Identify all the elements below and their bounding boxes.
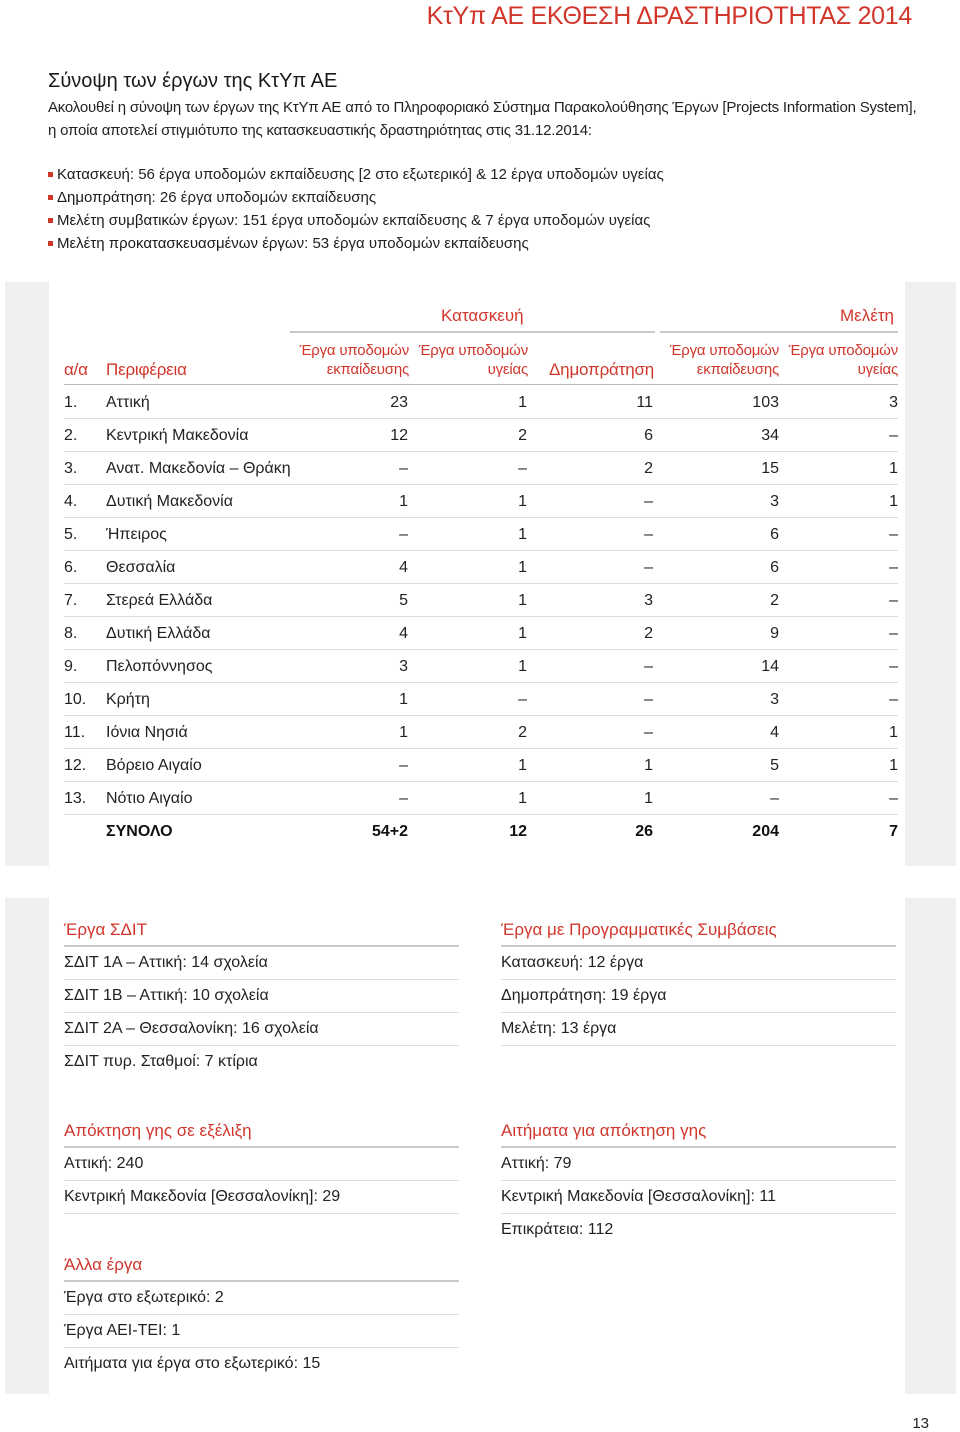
cell-study-health: – xyxy=(889,592,898,609)
cell-study-health: – xyxy=(889,526,898,543)
section-title-programmatic-contracts: Έργα με Προγραμματικές Συμβάσεις xyxy=(501,920,777,939)
cell-study-education: 103 xyxy=(752,394,779,411)
list-item-text: Κεντρική Μακεδονία [Θεσσαλονίκη]: 11 xyxy=(501,1188,776,1205)
cell-study-health: – xyxy=(889,790,898,807)
cell-study-education: 9 xyxy=(770,625,779,642)
cell-study-health: 3 xyxy=(889,394,898,411)
cell-no: 1. xyxy=(64,394,78,411)
cell-region: Ήπειρος xyxy=(106,526,167,543)
cell-construction-education: 23 xyxy=(390,394,408,411)
construction-group-underline xyxy=(290,331,655,333)
header-line: εκπαίδευσης xyxy=(326,361,409,378)
bullet-item xyxy=(48,232,664,255)
intro-line-2: η οποία αποτελεί στιγμιότυπο της κατασκευαστικής δραστηριότητας στις 31.12.2014: xyxy=(48,122,592,139)
column-header-region: Περιφέρεια xyxy=(106,360,187,379)
page-number: 13 xyxy=(912,1415,929,1432)
table-row xyxy=(64,584,898,617)
cell-construction-education: – xyxy=(399,790,408,807)
header-group-construction: Κατασκευή xyxy=(441,306,524,325)
cell-construction-health: – xyxy=(518,691,527,708)
cell-tender: 6 xyxy=(644,427,653,444)
cell-construction-health: 1 xyxy=(518,526,527,543)
cell-study-health: 1 xyxy=(889,724,898,741)
bullet-square-icon xyxy=(48,195,53,200)
cell-tender: – xyxy=(644,691,653,708)
table-total-row xyxy=(64,815,898,848)
list-item xyxy=(64,1181,459,1214)
list-item-text: Μελέτη: 13 έργα xyxy=(501,1020,617,1037)
cell-study-education: 14 xyxy=(761,658,779,675)
cell-region: Πελοπόννησος xyxy=(106,658,213,675)
cell-total-study-education: 204 xyxy=(752,823,779,840)
cell-construction-education: 4 xyxy=(399,559,408,576)
cell-study-education: 5 xyxy=(770,757,779,774)
table-row xyxy=(64,716,898,749)
cell-total-tender: 26 xyxy=(635,823,653,840)
cell-no: 2. xyxy=(64,427,78,444)
list-item xyxy=(64,947,459,980)
cell-tender: – xyxy=(644,493,653,510)
cell-no: 5. xyxy=(64,526,78,543)
cell-study-health: 1 xyxy=(889,460,898,477)
cell-study-education: 3 xyxy=(770,691,779,708)
bullet-item xyxy=(48,163,664,186)
cell-region: Αττική xyxy=(106,394,150,411)
cell-construction-education: – xyxy=(399,757,408,774)
list-item xyxy=(501,980,896,1013)
cell-region: Ιόνια Νησιά xyxy=(106,724,188,741)
cell-region: Νότιο Αιγαίο xyxy=(106,790,193,807)
cell-construction-health: 1 xyxy=(518,493,527,510)
cell-construction-health: 1 xyxy=(518,658,527,675)
cell-no: 12. xyxy=(64,757,87,774)
cell-construction-health: 1 xyxy=(518,790,527,807)
study-group-underline xyxy=(660,331,898,333)
table-row xyxy=(64,650,898,683)
header-line: Έργα υποδομών xyxy=(418,342,528,359)
cell-tender: – xyxy=(644,724,653,741)
cell-study-health: – xyxy=(889,691,898,708)
cell-construction-health: 1 xyxy=(518,592,527,609)
header-group-study: Μελέτη xyxy=(840,306,894,325)
cell-tender: – xyxy=(644,658,653,675)
cell-tender: 1 xyxy=(644,790,653,807)
cell-tender: 3 xyxy=(644,592,653,609)
header-line: Έργα υποδομών xyxy=(788,342,898,359)
cell-construction-health: 2 xyxy=(518,427,527,444)
header-line: Έργα υποδομών xyxy=(669,342,779,359)
cell-region: Δυτική Μακεδονία xyxy=(106,493,233,510)
section-title-other-projects: Άλλα έργα xyxy=(64,1255,143,1274)
section-title-sdit: Έργα ΣΔΙΤ xyxy=(64,920,148,939)
cell-study-health: – xyxy=(889,559,898,576)
list-item xyxy=(64,1046,459,1079)
table-row xyxy=(64,683,898,716)
table-row xyxy=(64,452,898,485)
list-item-text: Αιτήματα για έργα στο εξωτερικό: 15 xyxy=(64,1355,321,1372)
cell-study-education: 3 xyxy=(770,493,779,510)
cell-tender: – xyxy=(644,526,653,543)
list-item-text: Κατασκευή: 12 έργα xyxy=(501,954,644,971)
section-title-land-requests: Αιτήματα για απόκτηση γης xyxy=(501,1121,707,1140)
column-header-tender: Δημοπράτηση xyxy=(549,360,654,379)
list-item xyxy=(64,1282,459,1315)
cell-no: 4. xyxy=(64,493,78,510)
cell-study-health: – xyxy=(889,427,898,444)
table-row xyxy=(64,749,898,782)
list-item-text: Κεντρική Μακεδονία [Θεσσαλονίκη]: 29 xyxy=(64,1188,341,1205)
bullet-label: Μελέτη συμβατικών έργων: xyxy=(57,212,239,229)
cell-study-education: 2 xyxy=(770,592,779,609)
list-item-text: ΣΔΙΤ 1Α – Αττική: 14 σχολεία xyxy=(64,954,268,971)
cell-tender: – xyxy=(644,559,653,576)
cell-no: 3. xyxy=(64,460,78,477)
bullet-text: 26 έργα υποδομών εκπαίδευσης xyxy=(155,189,377,206)
section-title-land-acquisition: Απόκτηση γης σε εξέλιξη xyxy=(64,1121,252,1140)
cell-construction-health: 1 xyxy=(518,625,527,642)
cell-tender: 2 xyxy=(644,460,653,477)
cell-region: Κρήτη xyxy=(106,691,150,708)
list-item xyxy=(64,1348,459,1381)
list-item xyxy=(501,1181,896,1214)
column-header-study-health xyxy=(789,341,898,379)
cell-tender: 1 xyxy=(644,757,653,774)
column-header-construction-education xyxy=(300,341,409,379)
cell-region: Κεντρική Μακεδονία xyxy=(106,427,249,444)
list-item xyxy=(501,947,896,980)
bullet-item xyxy=(48,209,664,232)
list-item xyxy=(501,1013,896,1046)
cell-tender: 11 xyxy=(636,394,653,411)
bullet-text: 53 έργα υποδομών εκπαίδευσης xyxy=(308,235,529,252)
list-item xyxy=(64,1013,459,1046)
cell-region: Θεσσαλία xyxy=(106,559,176,576)
cell-construction-education: 1 xyxy=(399,724,408,741)
cell-study-education: 34 xyxy=(761,427,779,444)
cell-region: Στερεά Ελλάδα xyxy=(106,592,213,609)
cell-no: 9. xyxy=(64,658,78,675)
cell-study-education: 6 xyxy=(770,559,779,576)
cell-construction-health: 1 xyxy=(518,559,527,576)
bullet-label: Δημοπράτηση: xyxy=(57,189,156,206)
list-item xyxy=(64,980,459,1013)
cell-study-health: – xyxy=(889,625,898,642)
report-header-title: ΚτΥπ ΑΕ ΕΚΘΕΣΗ ΔΡΑΣΤΗΡΙΟΤΗΤΑΣ 2014 xyxy=(426,2,912,30)
table-row xyxy=(64,518,898,551)
list-item xyxy=(64,1148,459,1181)
cell-construction-education: 12 xyxy=(390,427,408,444)
cell-total-label: ΣΥΝΟΛΟ xyxy=(106,823,173,840)
list-item xyxy=(501,1214,896,1247)
cell-construction-education: – xyxy=(399,526,408,543)
list-item-text: ΣΔΙΤ 2Α – Θεσσαλονίκη: 16 σχολεία xyxy=(64,1020,319,1037)
list-item-text: Αττική: 240 xyxy=(64,1155,144,1172)
bullet-square-icon xyxy=(48,172,53,177)
cell-construction-education: 5 xyxy=(399,592,408,609)
cell-construction-education: 3 xyxy=(399,658,408,675)
cell-region: Βόρειο Αιγαίο xyxy=(106,757,202,774)
cell-construction-health: 2 xyxy=(518,724,527,741)
summary-intro xyxy=(48,96,928,142)
cell-no: 7. xyxy=(64,592,78,609)
cell-study-education: 6 xyxy=(770,526,779,543)
cell-no: 10. xyxy=(64,691,87,708)
summary-bullets xyxy=(48,163,664,255)
header-bottom-rule xyxy=(64,384,898,385)
list-item xyxy=(64,1315,459,1348)
list-item-text: Έργα ΑΕΙ-ΤΕΙ: 1 xyxy=(64,1322,181,1339)
cell-construction-education: 1 xyxy=(399,493,408,510)
list-item-text: ΣΔΙΤ 1Β – Αττική: 10 σχολεία xyxy=(64,987,269,1004)
cell-region: Ανατ. Μακεδονία – Θράκη xyxy=(106,460,291,477)
cell-study-health: 1 xyxy=(889,757,898,774)
list-item-text: Δημοπράτηση: 19 έργα xyxy=(501,987,667,1004)
cell-region: Δυτική Ελλάδα xyxy=(106,625,211,642)
column-header-study-education xyxy=(670,341,779,379)
cell-total-construction-education: 54+2 xyxy=(371,823,408,840)
cell-no: 11. xyxy=(64,724,86,741)
cell-study-health: 1 xyxy=(889,493,898,510)
cell-construction-education: 4 xyxy=(399,625,408,642)
list-item-text: ΣΔΙΤ πυρ. Σταθμοί: 7 κτίρια xyxy=(64,1053,258,1070)
cell-total-construction-health: 12 xyxy=(509,823,527,840)
cell-construction-health: – xyxy=(518,460,527,477)
header-line: Έργα υποδομών xyxy=(299,342,409,359)
table-row xyxy=(64,485,898,518)
cell-total-study-health: 7 xyxy=(889,823,898,840)
cell-study-education: 15 xyxy=(761,460,779,477)
bullet-text: 151 έργα υποδομών εκπαίδευσης & 7 έργα υποδομών υγείας xyxy=(238,212,651,229)
cell-tender: 2 xyxy=(644,625,653,642)
summary-title: Σύνοψη των έργων της ΚτΥπ ΑΕ xyxy=(48,70,338,92)
list-item-text: Επικράτεια: 112 xyxy=(501,1221,614,1238)
cell-no: 8. xyxy=(64,625,78,642)
cell-study-education: – xyxy=(770,790,779,807)
bullet-text: 56 έργα υποδομών εκπαίδευσης [2 στο εξωτερικό] & 12 έργα υποδομών υγείας xyxy=(134,166,664,183)
bullet-square-icon xyxy=(48,218,53,223)
cell-no: 6. xyxy=(64,559,78,576)
column-header-construction-health xyxy=(419,341,528,379)
cell-construction-health: 1 xyxy=(518,394,527,411)
table-row xyxy=(64,782,898,815)
cell-no: 13. xyxy=(64,790,87,807)
table-row xyxy=(64,419,898,452)
cell-construction-health: 1 xyxy=(518,757,527,774)
header-line: υγείας xyxy=(857,361,898,378)
list-item-text: Έργα στο εξωτερικό: 2 xyxy=(64,1289,224,1306)
bullet-square-icon xyxy=(48,241,53,246)
bullet-label: Μελέτη προκατασκευασμένων έργων: xyxy=(57,235,309,252)
table-row xyxy=(64,617,898,650)
bullet-item xyxy=(48,186,664,209)
table-row xyxy=(64,386,898,419)
cell-study-health: – xyxy=(889,658,898,675)
bullet-label: Κατασκευή: xyxy=(57,166,135,183)
table-row xyxy=(64,551,898,584)
column-header-no: α/α xyxy=(64,360,88,379)
intro-line-1: Ακολουθεί η σύνοψη των έργων της ΚτΥπ ΑΕ από το Πληροφοριακό Σύστημα Παρακολούθησης Έργων [Projects Information System], xyxy=(48,99,917,116)
cell-construction-education: – xyxy=(399,460,408,477)
list-item xyxy=(501,1148,896,1181)
list-item-text: Αττική: 79 xyxy=(501,1155,572,1172)
header-line: εκπαίδευσης xyxy=(696,361,779,378)
cell-study-education: 4 xyxy=(770,724,779,741)
cell-construction-education: 1 xyxy=(399,691,408,708)
header-line: υγείας xyxy=(487,361,528,378)
